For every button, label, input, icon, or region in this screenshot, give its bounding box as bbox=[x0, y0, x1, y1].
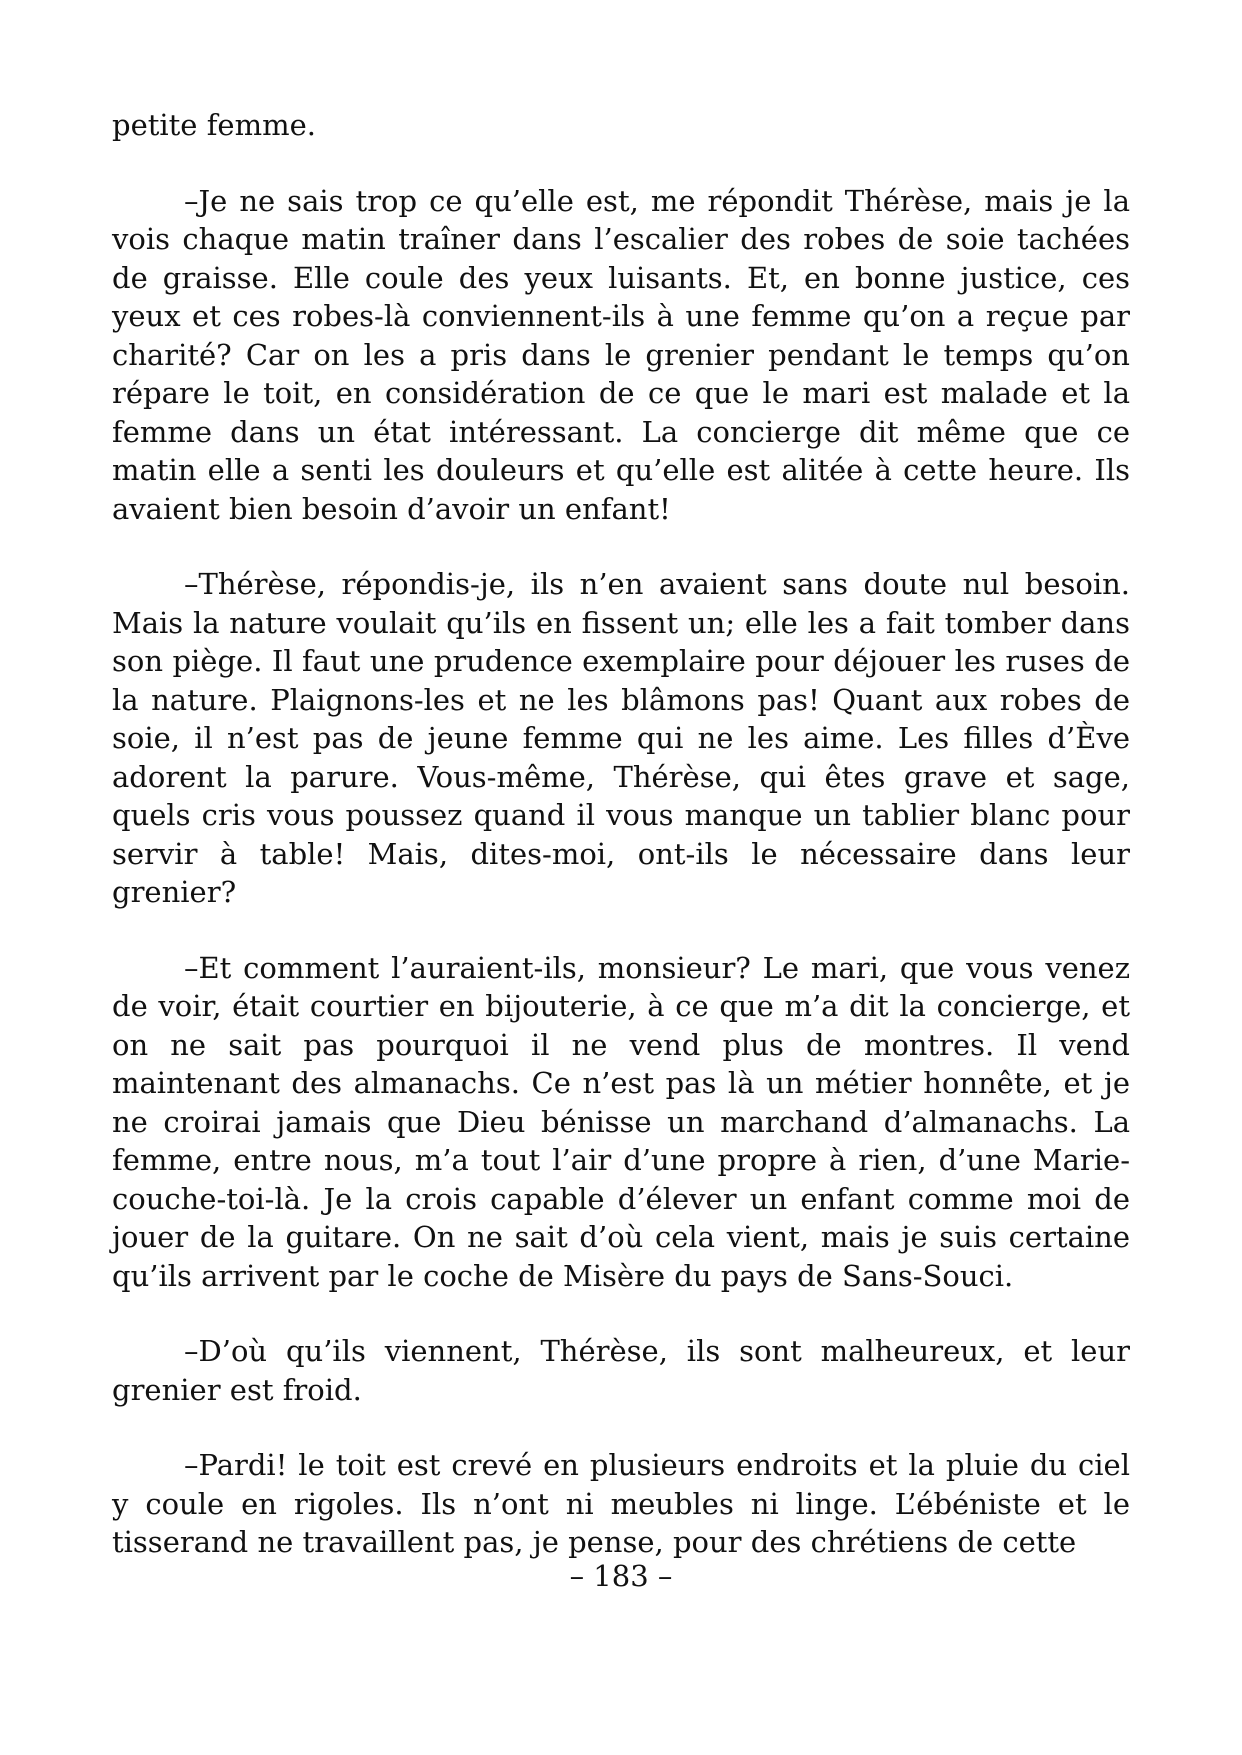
paragraph: –Je ne sais trop ce qu’elle est, me répondit Thérèse, mais je la vois chaque matin traîner dans l’escalier des robes de soie tachées de graisse. Elle coule des yeux luisants. Et, en bonne justice, ces yeux et ces robes-là conviennent-ils à une femme qu’on a reçue par charité? Car on les a pris dans le grenier pendant le temps qu’on répare le toit, en considération de ce que le mari est malade et la femme dans un état intéressant. La concierge dit même que ce matin elle a senti les douleurs et qu’elle est alitée à cette heure. Ils avaient bien besoin d’avoir un enfant! bbox=[112, 183, 1130, 526]
page-body bbox=[112, 106, 1130, 1562]
paragraph: –Thérèse, répondis-je, ils n’en avaient sans doute nul besoin. Mais la nature voulait qu’ils en fissent un; elle les a fait tomber dans son piège. Il faut une prudence exemplaire pour déjouer les ruses de la nature. Plaignons-les et ne les blâmons pas! Quant aux robes de soie, il n’est pas de jeune femme qui ne les aime. Les filles d’Ève adorent la parure. Vous-même, Thérèse, qui êtes grave et sage, quels cris vous poussez quand il vous manque un tablier blanc pour servir à table! Mais, dites-moi, ont-ils le nécessaire dans leur grenier? bbox=[112, 567, 1130, 909]
paragraph: –D’où qu’ils viennent, Thérèse, ils sont malheureux, et leur grenier est froid. bbox=[112, 1334, 1130, 1407]
page-number: – 183 – bbox=[569, 1559, 673, 1593]
paragraph-continued: petite femme. bbox=[112, 108, 316, 142]
paragraph: –Pardi! le toit est crevé en plusieurs endroits et la pluie du ciel y coule en rigoles. Ils n’ont ni meubles ni linge. L’ébéniste et le tisserand ne travaillent pas, je pense, pour des chrétiens de cette bbox=[112, 1448, 1130, 1559]
paragraph: –Et comment l’auraient-ils, monsieur? Le mari, que vous venez de voir, était courtier en bijouterie, à ce que m’a dit la concierge, et on ne sait pas pourquoi il ne vend plus de montres. Il vend maintenant des almanachs. Ce n’est pas là un métier honnête, et je ne croirai jamais que Dieu bénisse un marchand d’almanachs. La femme, entre nous, m’a tout l’air d’une propre à rien, d’une Marie-couche-toi-là. Je la crois capable d’élever un enfant comme moi de jouer de la guitare. On ne sait d’où cela vient, mais je suis certaine qu’ils arrivent par le coche de Misère du pays de Sans-Souci. bbox=[112, 950, 1130, 1293]
